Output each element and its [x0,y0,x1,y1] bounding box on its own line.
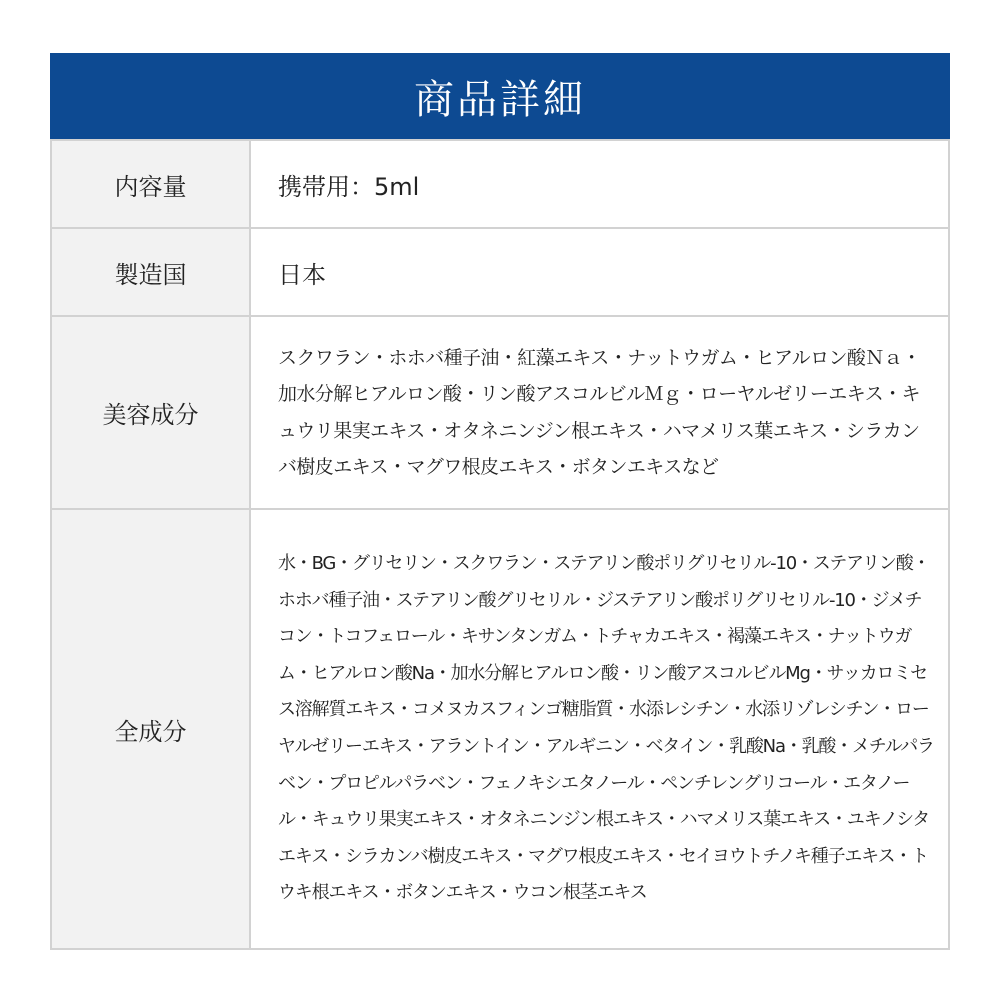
product-details-header [50,53,950,139]
row-label-beauty-ingredients: 美容成分 [51,316,250,509]
table-row-volume [51,140,949,228]
table-row-country [51,228,949,316]
product-details-table [50,139,950,950]
row-value-country: 日本 [250,228,949,316]
row-label-volume: 内容量 [51,140,250,228]
product-details-card [50,53,950,948]
table-row-beauty-ingredients [51,316,949,509]
row-label-country: 製造国 [51,228,250,316]
row-label-all-ingredients: 全成分 [51,509,250,949]
table-row-all-ingredients [51,509,949,949]
header-title: 商品詳細 [414,76,586,123]
row-value-all-ingredients: 水・BG・グリセリン・スクワラン・ステアリン酸ポリグリセリル-10・ステアリン酸・ホホバ種子油・ステアリン酸グリセリル・ジステアリン酸ポリグリセリル-10・ジメチコン・トコフェロール・キサンタンガム・トチャカエキス・褐藻エキス・ナットウガム・ヒアルロン酸Na・加水分解ヒアルロン酸・リン酸アスコルビルMg・サッカロミセス溶解質エキス・コメヌカスフィンゴ糖脂質・水添レシチン・水添リゾレシチン・ローヤルゼリーエキス・アラントイン・アルギニン・ベタイン・乳酸Na・乳酸・メチルパラベン・プロピルパラベン・フェノキシエタノール・ペンチレングリコール・エタノール・キュウリ果実エキス・オタネニンジン根エキス・ハマメリス葉エキス・ユキノシタエキス・シラカンバ樹皮エキス・マグワ根皮エキス・セイヨウトチノキ種子エキス・トウキ根エキス・ボタンエキス・ウコン根茎エキス [250,509,949,949]
row-value-beauty-ingredients: スクワラン・ホホバ種子油・紅藻エキス・ナットウガム・ヒアルロン酸Ｎａ・加水分解ヒアルロン酸・リン酸アスコルビルＭｇ・ローヤルゼリーエキス・キュウリ果実エキス・オタネニンジン根エキス・ハマメリス葉エキス・シラカンバ樹皮エキス・マグワ根皮エキス・ボタンエキスなど [250,316,949,509]
row-value-volume: 携帯用：5ml [250,140,949,228]
